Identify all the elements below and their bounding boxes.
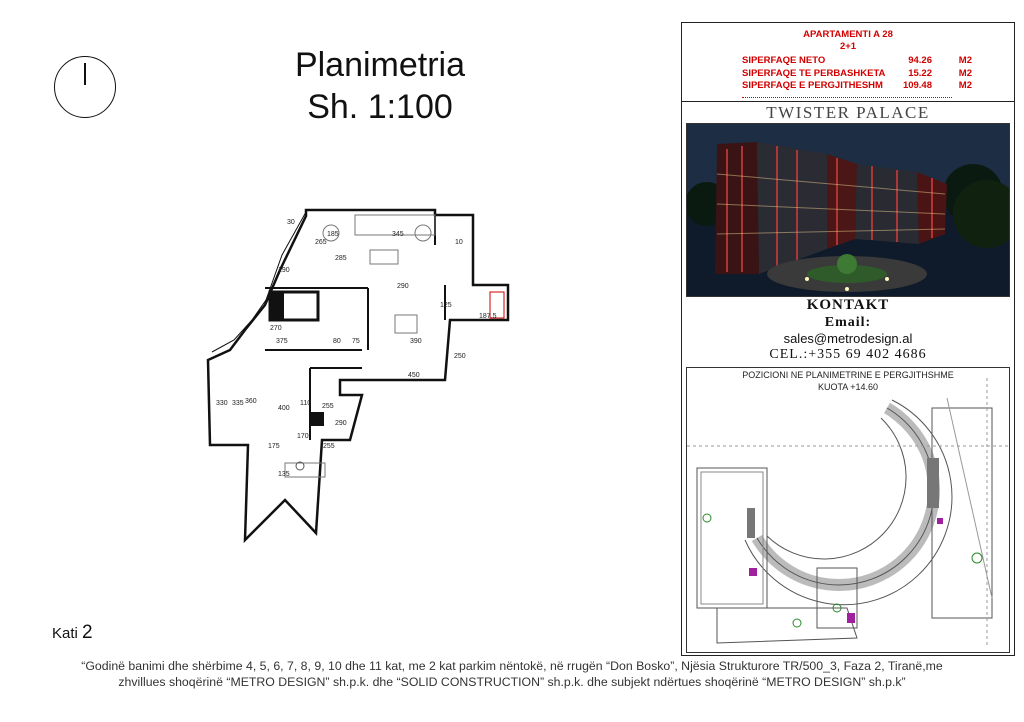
area-row-net bbox=[742, 55, 972, 67]
plan-outer-wall bbox=[208, 210, 508, 540]
plan-dim: 290 bbox=[397, 283, 409, 290]
building-render-image bbox=[686, 123, 1010, 297]
plan-dim: 10 bbox=[455, 239, 463, 246]
plan-dim: 190 bbox=[278, 267, 290, 274]
area-row-total bbox=[742, 80, 972, 92]
plan-dim: 400 bbox=[278, 405, 290, 412]
plan-dim: 390 bbox=[410, 338, 422, 345]
plan-dim: 75 bbox=[352, 338, 360, 345]
dotted-divider bbox=[742, 97, 952, 98]
plan-dim: 175 bbox=[268, 443, 280, 450]
plan-dim: 110 bbox=[300, 400, 312, 407]
floor-number: 2 bbox=[82, 622, 93, 643]
building-render-svg bbox=[687, 124, 1009, 296]
area-unit: M2 bbox=[958, 55, 972, 66]
plan-dim: 360 bbox=[245, 398, 257, 405]
footer-text bbox=[20, 658, 1004, 690]
plan-dim: 335 bbox=[232, 400, 244, 407]
area-row-common bbox=[742, 68, 972, 80]
north-needle bbox=[84, 63, 86, 85]
area-unit: M2 bbox=[958, 68, 972, 79]
site-plan-box bbox=[686, 367, 1010, 653]
plan-curve-wall bbox=[212, 212, 306, 352]
floor-label-text: Kati bbox=[52, 625, 78, 642]
site-plan-level: KUOTA +14.60 bbox=[817, 382, 879, 392]
plan-dim: 185 bbox=[327, 231, 339, 238]
area-unit: M2 bbox=[958, 80, 972, 91]
plan-dining-table bbox=[395, 315, 417, 333]
area-value: 15.22 bbox=[908, 68, 932, 79]
footer-line-2: zhvillues shoqërinë “METRO DESIGN” sh.p.k. dhe “SOLID CONSTRUCTION” sh.p.k. dhe subjekt ndërtues shoqërinë “METRO DESIGN” sh.p.k” bbox=[118, 675, 906, 689]
plan-dim: 270 bbox=[270, 325, 282, 332]
plan-chair bbox=[415, 225, 431, 241]
plan-dim: 450 bbox=[408, 372, 420, 379]
plan-dim: 80 bbox=[333, 338, 341, 345]
plan-dim: 255 bbox=[323, 443, 335, 450]
plan-table bbox=[370, 250, 398, 264]
email-label: Email: bbox=[824, 315, 872, 330]
title-line-1: Planimetria bbox=[294, 46, 466, 84]
phone-number[interactable]: CEL.:+355 69 402 4686 bbox=[769, 347, 927, 362]
plan-dim: 250 bbox=[454, 353, 466, 360]
plan-dim: 30 bbox=[287, 219, 295, 226]
area-value: 94.26 bbox=[908, 55, 932, 66]
brand-name: TWISTER PALACE bbox=[766, 103, 930, 122]
floor-label bbox=[52, 622, 93, 644]
plan-wardrobe-fill bbox=[270, 292, 284, 320]
plan-dim: 375 bbox=[276, 338, 288, 345]
plan-dim: 265 bbox=[315, 239, 327, 246]
title-scale: Sh. 1:100 bbox=[307, 88, 453, 126]
plan-dim: 330 bbox=[216, 400, 228, 407]
site-plan-title: POZICIONI NE PLANIMETRINE E PERGJITHSHME bbox=[742, 370, 954, 380]
plan-dim: 345 bbox=[392, 231, 404, 238]
area-label: SIPERFAQE TE PERBASHKETA bbox=[742, 68, 886, 79]
footer-line-1: “Godinë banimi dhe shërbime 4, 5, 6, 7, 8, 9, 10 dhe 11 kat, me 2 kat parkim nëntokë, në rrugën “Don Bosko”, Njësia Strukturore TR/500_3, Faza 2, Tiranë,me bbox=[81, 659, 943, 673]
plan-dim: 187.5 bbox=[479, 313, 497, 320]
plan-duct bbox=[310, 412, 324, 426]
page-title bbox=[250, 44, 510, 128]
plan-dim: 255 bbox=[322, 403, 334, 410]
plan-dim: 285 bbox=[335, 255, 347, 262]
area-label: SIPERFAQE E PERGJITHESHM bbox=[742, 80, 883, 91]
plan-dim: 170 bbox=[297, 433, 309, 440]
contact-heading: KONTAKT bbox=[806, 297, 890, 313]
apartment-type: 2+1 bbox=[839, 41, 857, 52]
area-value: 109.48 bbox=[902, 80, 932, 91]
apartment-info bbox=[682, 23, 1014, 102]
site-plan-drawing bbox=[687, 368, 1009, 652]
area-label: SIPERFAQE NETO bbox=[742, 55, 826, 66]
info-panel bbox=[681, 22, 1015, 656]
floor-plan-drawing bbox=[190, 200, 530, 545]
north-arrow-icon bbox=[54, 56, 116, 118]
plan-dim: 290 bbox=[335, 420, 347, 427]
plan-dim: 135 bbox=[278, 471, 290, 478]
apartment-title: APARTAMENTI A 28 bbox=[803, 29, 893, 40]
email-link[interactable]: sales@metrodesign.al bbox=[783, 331, 913, 346]
plan-dim: 125 bbox=[440, 302, 452, 309]
